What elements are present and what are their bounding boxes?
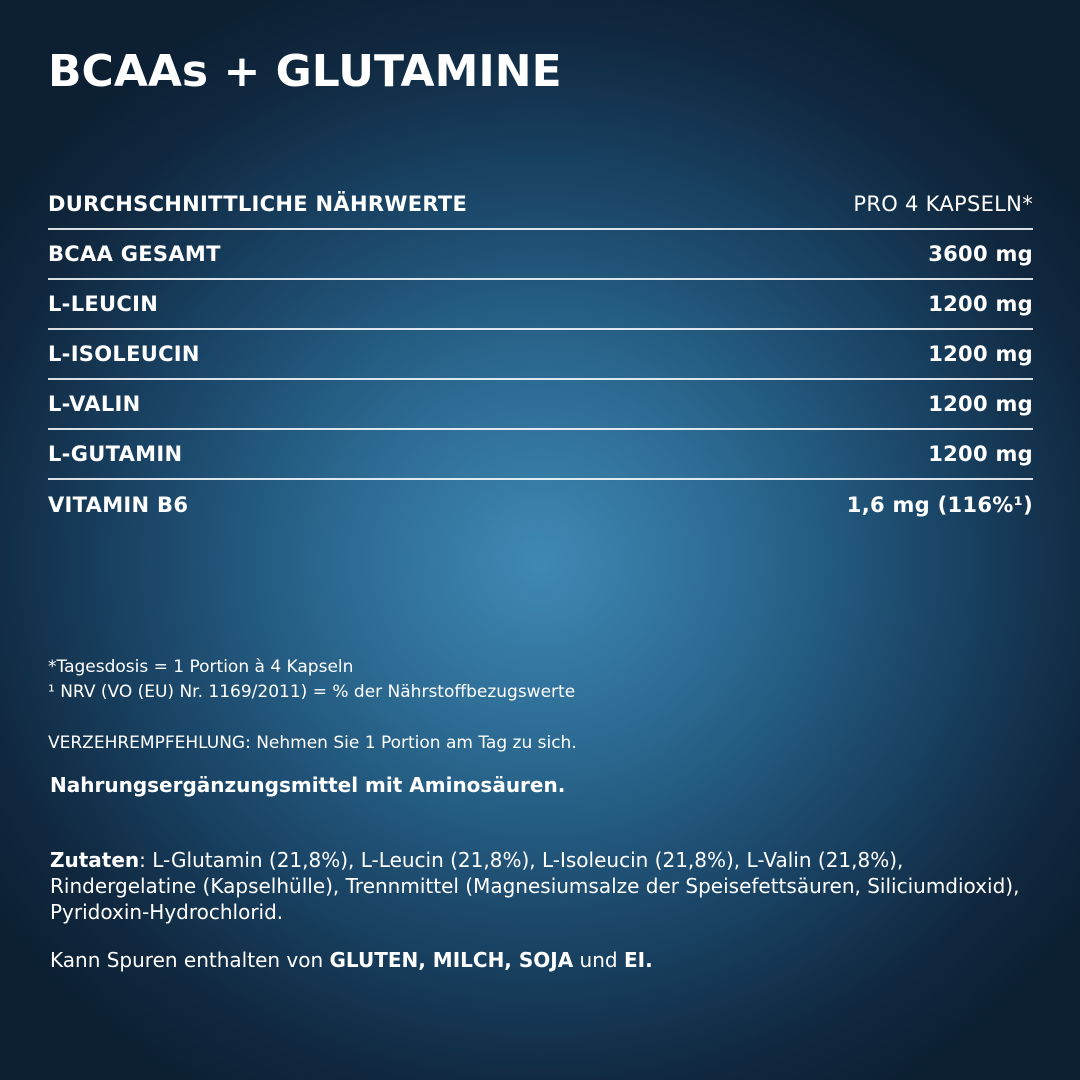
row-value: 1200 mg <box>928 392 1033 416</box>
row-value: 1200 mg <box>928 292 1033 316</box>
page-title: BCAAs + GLUTAMINE <box>48 46 562 97</box>
table-row <box>48 430 1033 480</box>
ingredients-label: Zutaten <box>50 848 140 872</box>
row-value: 1,6 mg (116%¹) <box>846 493 1033 517</box>
table-row <box>48 330 1033 380</box>
row-value: 3600 mg <box>928 242 1033 266</box>
nutrition-table <box>48 180 1033 530</box>
table-header <box>48 180 1033 230</box>
row-label: VITAMIN B6 <box>48 493 189 517</box>
allergen-notice <box>50 947 1040 973</box>
row-label: L-GUTAMIN <box>48 442 183 466</box>
footnotes <box>48 655 575 705</box>
header-label: DURCHSCHNITTLICHE NÄHRWERTE <box>48 192 468 216</box>
row-label: L-ISOLEUCIN <box>48 342 200 366</box>
row-label: L-LEUCIN <box>48 292 159 316</box>
ingredients-text <box>50 847 1040 925</box>
row-label: L-VALIN <box>48 392 141 416</box>
consumption-recommendation: VERZEHREMPFEHLUNG: Nehmen Sie 1 Portion am Tag zu sich. <box>48 733 577 753</box>
row-label: BCAA GESAMT <box>48 242 221 266</box>
table-row <box>48 380 1033 430</box>
footnote-dose: *Tagesdosis = 1 Portion à 4 Kapseln <box>48 657 354 677</box>
header-value: PRO 4 KAPSELN* <box>853 192 1033 216</box>
row-value: 1200 mg <box>928 442 1033 466</box>
table-row <box>48 480 1033 530</box>
table-row <box>48 230 1033 280</box>
row-value: 1200 mg <box>928 342 1033 366</box>
ingredients-list: : L-Glutamin (21,8%), L-Leucin (21,8%), L-Isoleucin (21,8%), L-Valin (21,8%), Rindergelatine (Kapselhülle), Trennmittel (Magnesiumsalze der Speisefettsäuren, Siliciumdioxid), Pyridoxin-Hydrochlorid. <box>50 848 1020 924</box>
supplement-statement: Nahrungsergänzungsmittel mit Aminosäuren. <box>50 773 566 797</box>
allergen-items: GLUTEN, MILCH, SOJA <box>329 948 574 972</box>
table-row <box>48 280 1033 330</box>
allergen-prefix: Kann Spuren enthalten von <box>50 948 330 972</box>
allergen-conjunction: und <box>573 948 624 972</box>
allergen-last: EI. <box>623 948 653 972</box>
footnote-nrv: ¹ NRV (VO (EU) Nr. 1169/2011) = % der Nährstoffbezugswerte <box>48 682 576 702</box>
